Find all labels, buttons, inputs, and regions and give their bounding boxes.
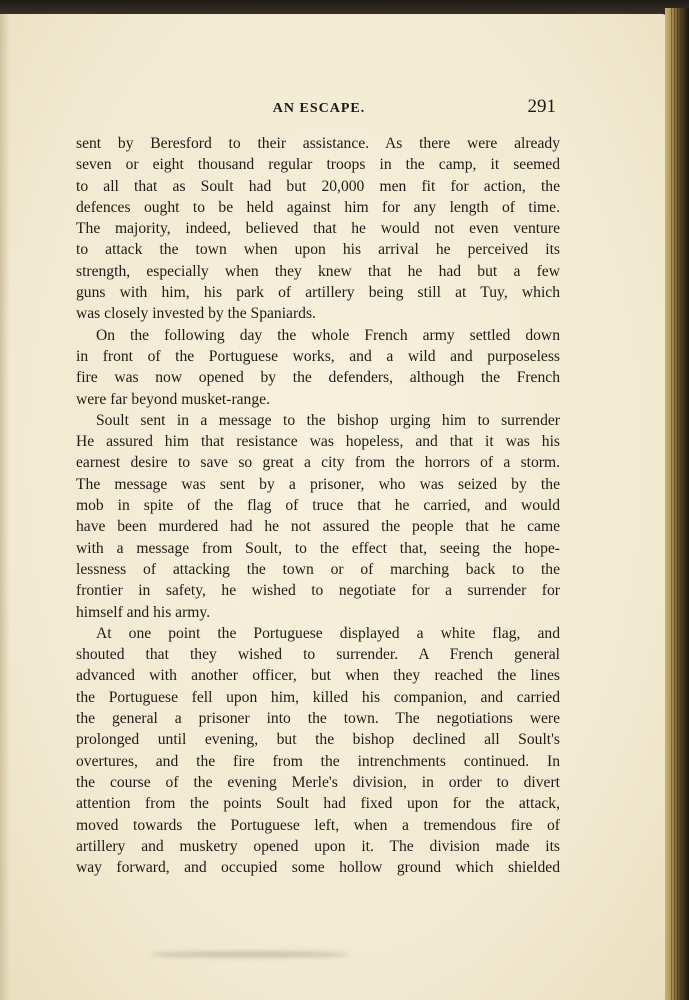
text-line: were far beyond musket-range. [76,390,270,408]
text-line: strength, especially when they knew that he had but a few [76,262,560,280]
text-line: shouted that they wished to surrender. A French general [76,646,560,664]
page-edge-lines [671,8,683,1000]
scan-smudge [150,951,350,958]
text-line: mob in spite of the flag of truce that he carried, and would [76,497,560,515]
text-line: was closely invested by the Spaniards. [76,305,316,323]
text-line: to all that as Soult had but 20,000 men fit for action, the [76,177,560,195]
text-line: lessness of attacking the town or of marching back to the [76,560,560,578]
text-line: the general a prisoner into the town. The negotiations were [76,710,560,728]
running-head: AN ESCAPE. [272,101,366,116]
text-line: artillery and musketry opened upon it. The division made its [76,837,560,855]
text-line: way forward, and occupied some hollow ground which shielded [76,859,560,877]
body-text [76,133,560,878]
text-line: to attack the town when upon his arrival he perceived its [76,241,560,259]
text-line: the course of the evening Merle's division, in order to divert [76,773,560,791]
text-line: advanced with another officer, but when they reached the lines [76,667,560,685]
text-line: prolonged until evening, but the bishop declined all Soult's [76,731,560,749]
text-line: overtures, and the fire from the intrenchments continued. In [76,752,560,770]
text-line: He assured him that resistance was hopeless, and that it was his [76,433,560,451]
text-line: himself and his army. [76,603,211,621]
page-gutter [0,14,10,1000]
text-line: have been murdered had he not assured the people that he came [76,518,560,536]
text-line: The message was sent by a prisoner, who was seized by the [76,475,560,493]
text-line: guns with him, his park of artillery being still at Tuy, which [76,284,560,302]
text-line: with a message from Soult, to the effect that, seeing the hope- [76,539,560,557]
text-line: in front of the Portuguese works, and a wild and purposeless [76,347,560,365]
text-line: the Portuguese fell upon him, killed his companion, and carried [76,688,560,706]
page-number: 291 [527,96,556,117]
text-line: fire was now opened by the defenders, although the French [76,369,560,387]
text-line: seven or eight thousand regular troops in the camp, it seemed [76,156,560,174]
text-line: attention from the points Soult had fixed upon for the attack, [76,795,560,813]
text-line: The majority, indeed, believed that he would not even venture [76,220,560,238]
text-line: On the following day the whole French army settled down [96,326,560,344]
text-line: moved towards the Portuguese left, when a tremendous fire of [76,816,560,834]
text-line: At one point the Portuguese displayed a white flag, and [96,624,560,642]
text-line: frontier in safety, he wished to negotiate for a surrender for [76,582,560,600]
text-line: defences ought to be held against him for any length of time. [76,198,560,216]
page-header [78,98,560,120]
text-line: Soult sent in a message to the bishop urging him to surrender [96,411,560,429]
text-line: sent by Beresford to their assistance. As there were already [76,135,560,152]
text-line: earnest desire to save so great a city from the horrors of a storm. [76,454,560,472]
